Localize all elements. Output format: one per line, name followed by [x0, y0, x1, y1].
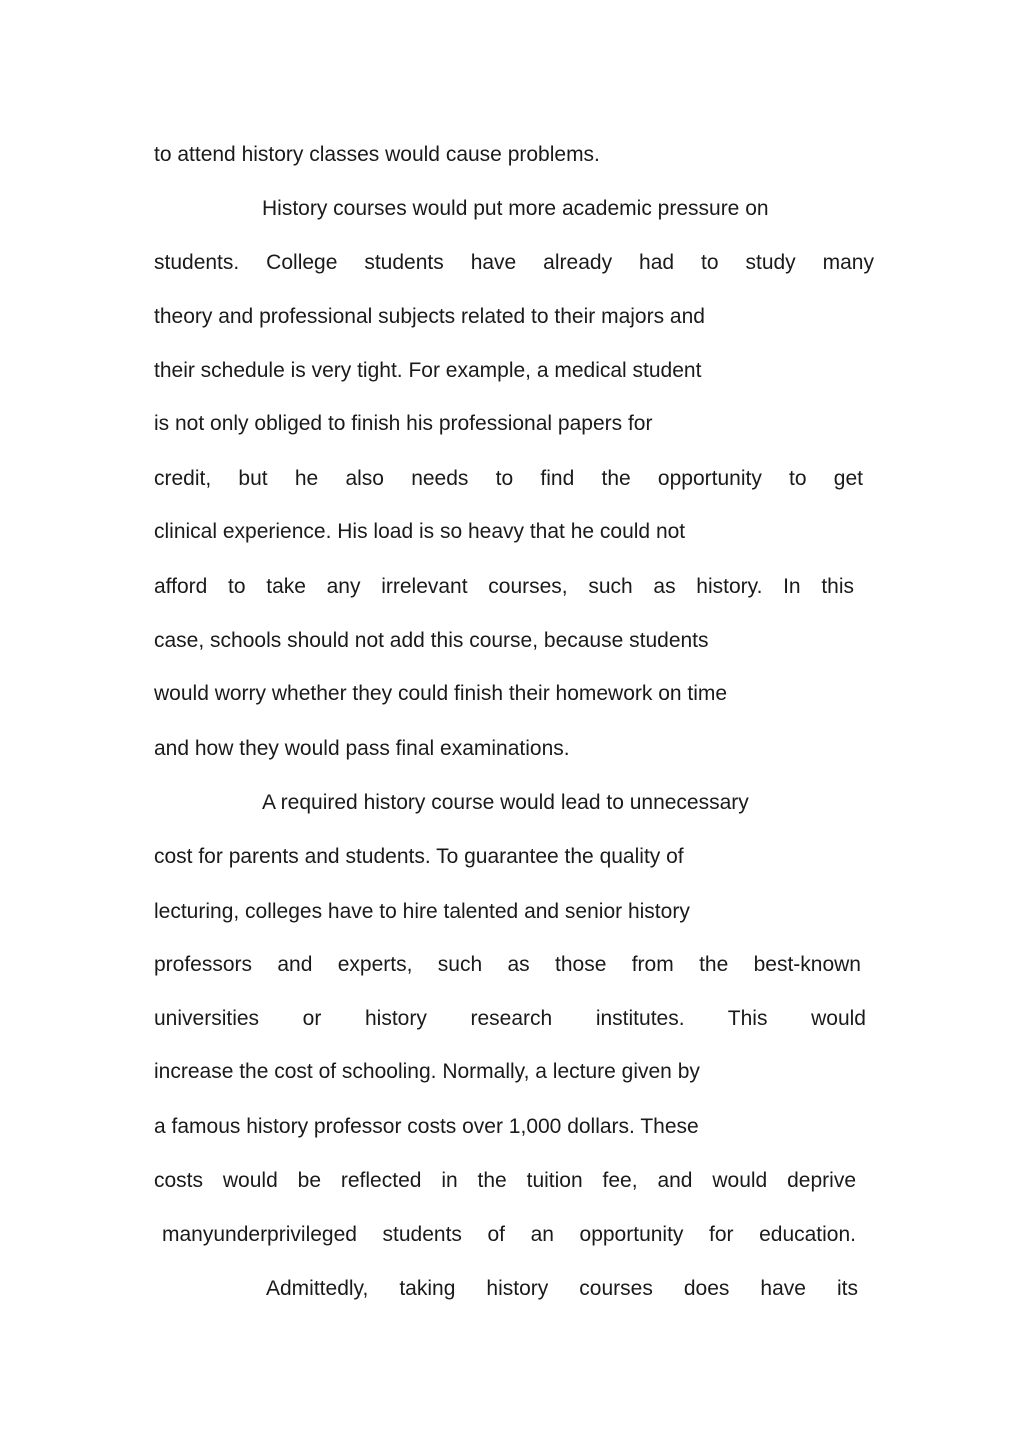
- text-line: universities or history research institutes. This would: [154, 1007, 866, 1030]
- text-line: lecturing, colleges have to hire talented and senior history: [154, 900, 690, 923]
- text-line: would worry whether they could finish their homework on time: [154, 682, 728, 705]
- text-line: theory and professional subjects related to their majors and: [154, 305, 705, 328]
- text-line: manyunderprivileged students of an opportunity for education.: [162, 1223, 856, 1246]
- text-line: professors and experts, such as those from the best-known: [154, 953, 861, 976]
- text-line: A required history course would lead to unnecessary: [262, 791, 749, 814]
- text-line: History courses would put more academic pressure on: [262, 197, 769, 220]
- text-line: clinical experience. His load is so heavy that he could not: [154, 520, 686, 543]
- text-line: case, schools should not add this course, because students: [154, 629, 709, 652]
- text-line: credit, but he also needs to find the opportunity to get: [154, 467, 863, 490]
- text-line: afford to take any irrelevant courses, such as history. In this: [154, 575, 854, 598]
- text-line: increase the cost of schooling. Normally, a lecture given by: [154, 1060, 700, 1083]
- text-line: and how they would pass final examinations.: [154, 737, 570, 760]
- text-line: cost for parents and students. To guarantee the quality of: [154, 845, 684, 868]
- text-line: is not only obliged to finish his professional papers for: [154, 412, 653, 435]
- text-line: costs would be reflected in the tuition fee, and would deprive: [154, 1169, 856, 1192]
- text-line: students. College students have already had to study many: [154, 251, 874, 274]
- text-line: their schedule is very tight. For example, a medical student: [154, 359, 702, 382]
- text-line: to attend history classes would cause problems.: [154, 143, 600, 166]
- text-line: a famous history professor costs over 1,000 dollars. These: [154, 1115, 699, 1138]
- text-line: Admittedly, taking history courses does have its: [266, 1277, 858, 1300]
